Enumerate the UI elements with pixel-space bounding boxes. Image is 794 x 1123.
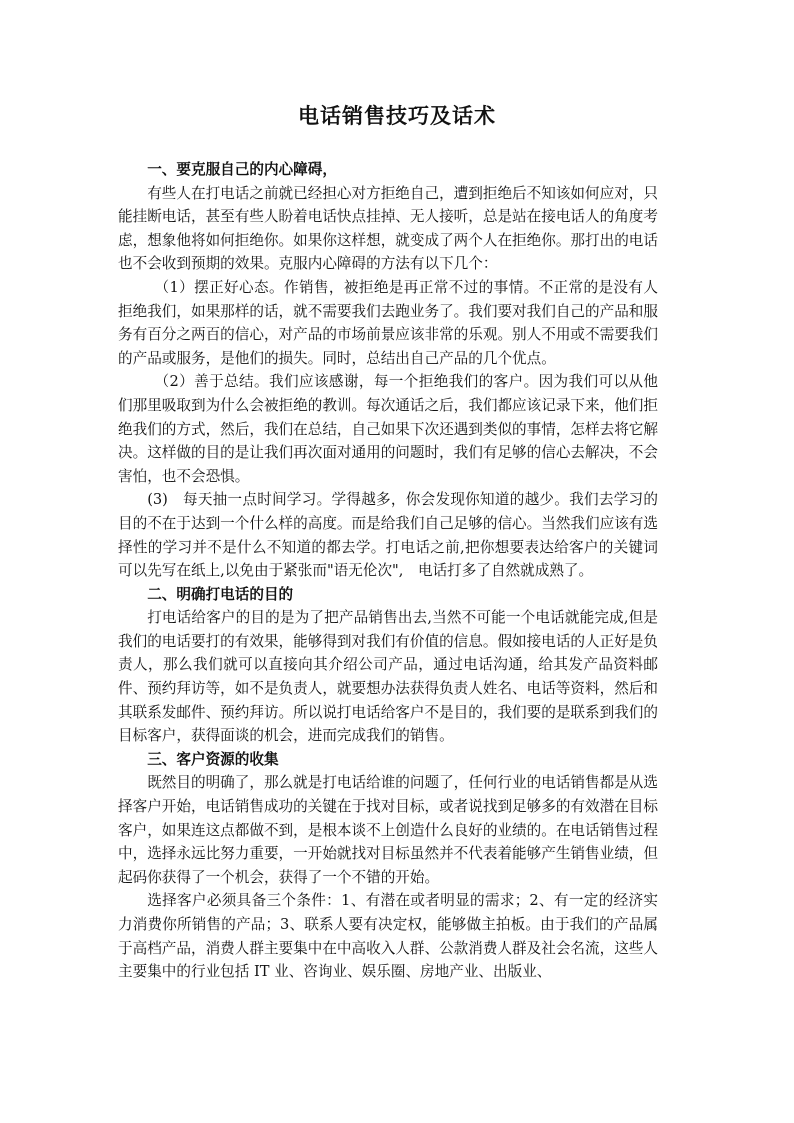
section-heading: 一、要克服自己的内心障碍， (147, 161, 337, 178)
paragraph: 既然目的明确了，那么就是打电话给谁的问题了，任何行业的电话销售都是从选择客户开始，电话销售成功的关键在于找对目标，或者说找到足够多的有效潜在目标客户，如果连这点都做不到，是根本谈不上创造什么良好的业绩的。在电话销售过程中，选择永远比努力重要，一开始就找对目标虽然并不代表着能够产生销售业绩，但起码你获得了一个机会，获得了一个不错的开始。 (118, 774, 658, 886)
paragraph: 有些人在打电话之前就已经担心对方拒绝自己，遭到拒绝后不知该如何应对，只能挂断电话，甚至有些人盼着电话快点挂掉、无人接听，总是站在接电话人的角度考虑，想象他将如何拒绝你。如果你这样想，就变成了两个人在拒绝你。那打出的电话也不会收到预期的效果。克服内心障碍的方法有以下几个： (118, 184, 658, 273)
list-item: （2）善于总结。我们应该感谢，每一个拒绝我们的客户。因为我们可以从他们那里吸取到为什么会被拒绝的教训。每次通话之后，我们都应该记录下来，他们拒绝我们的方式，然后，我们在总结，自己如果下次还遇到类似的事情，怎样去将它解决。这样做的目的是让我们再次面对通用的问题时，我们有足够的信心去解决，不会害怕，也不会恐惧。 (118, 373, 658, 485)
paragraph: 打电话给客户的目的是为了把产品销售出去,当然不可能一个电话就能完成,但是我们的电话要打的有效果，能够得到对我们有价值的信息。假如接电话的人正好是负责人，那么我们就可以直接向其介绍公司产品，通过电话沟通，给其发产品资料邮件、预约拜访等，如不是负责人，就要想办法获得负责人姓名、电话等资料，然后和其联系发邮件、预约拜访。所以说打电话给客户不是目的，我们要的是联系到我们的目标客户，获得面谈的机会，进而完成我们的销售。 (118, 609, 658, 745)
section-heading: 三、客户资源的收集 (147, 750, 279, 768)
document-title: 电话销售技巧及话术 (298, 103, 496, 128)
section-heading: 二、明确打电话的目的 (147, 585, 294, 603)
paragraph: 选择客户必须具备三个条件：1、有潜在或者明显的需求；2、有一定的经济实力消费你所销售的产品；3、联系人要有决定权，能够做主拍板。由于我们的产品属于高档产品，消费人群主要集中在中高收入人群、公款消费人群及社会名流，这些人主要集中的行业包括 IT 业、咨询业、娱乐圈、房地产业、出版业、 (118, 892, 658, 981)
list-item: （1）摆正好心态。作销售，被拒绝是再正常不过的事情。不正常的是没有人拒绝我们，如果那样的话，就不需要我们去跑业务了。我们要对我们自己的产品和服务有百分之两百的信心，对产品的市场前景应该非常的乐观。别人不用或不需要我们的产品或服务，是他们的损失。同时，总结出自己产品的几个优点。 (118, 278, 658, 367)
list-item: (3) 每天抽一点时间学习。学得越多，你会发现你知道的越少。我们去学习的目的不在于达到一个什么样的高度。而是给我们自己足够的信心。当然我们应该有选择性的学习并不是什么不知道的都去学。打电话之前,把你想要表达给客户的关键词可以先写在纸上,以免由于紧张而"语无伦次", 电话打多了自然就成熟了。 (118, 491, 658, 580)
document-body (118, 158, 658, 984)
